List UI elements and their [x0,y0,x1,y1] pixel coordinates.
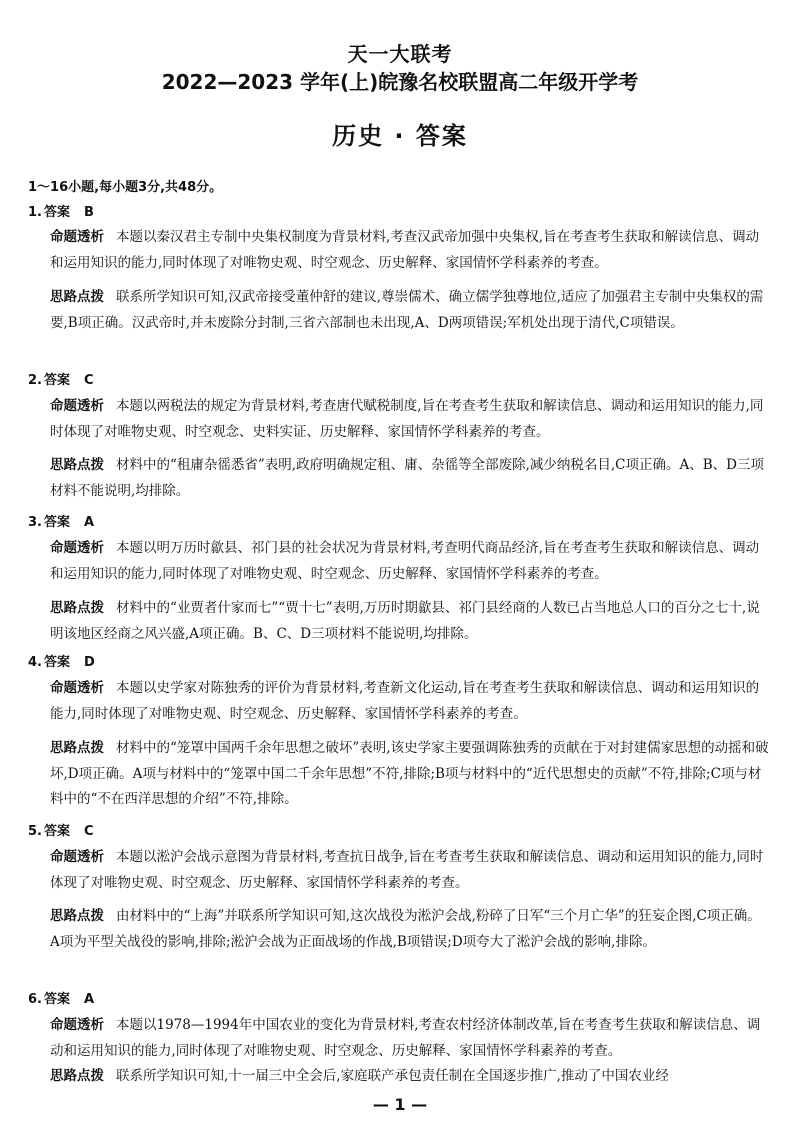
answer-label: 答案 [43,992,70,1007]
question-1-answer [28,201,94,220]
question-2-hint [50,453,770,504]
page-number: — 1 — [372,1095,428,1114]
analysis-text: 本题以秦汉君主专制中央集权制度为背景材料,考查汉武帝加强中央集权,旨在考查考生获取和解读信息、调动和运用知识的能力,同时体现了对唯物史观、时空观念、历史解释、家国情怀学科素养的考查。 [50,229,760,271]
hint-label: 思路点拨 [50,600,104,616]
hint-label: 思路点拨 [50,908,104,924]
question-4-analysis [50,676,770,727]
section-intro: 1～16小题,每小题3分,共48分。 [28,180,223,195]
analysis-label: 命题透析 [50,680,104,696]
question-2-analysis [50,394,770,445]
analysis-text: 本题以两税法的规定为背景材料,考查唐代赋税制度,旨在考查考生获取和解读信息、调动和运用知识的能力,同时体现了对唯物史观、时空观念、史料实证、历史解释、家国情怀学科素养的考查。 [50,398,764,440]
answer-label: 答案 [43,515,70,530]
answer-value: D [84,655,95,670]
answer-label: 答案 [43,373,70,388]
answer-label: 答案 [43,824,70,839]
analysis-text: 本题以明万历时歙县、祁门县的社会状况为背景材料,考查明代商品经济,旨在考查考生获取和解读信息、调动和运用知识的能力,同时体现了对唯物史观、时空观念、历史解释、家国情怀学科素养的考查。 [50,540,760,582]
answer-value: A [84,992,95,1007]
question-number: 2. [28,373,42,388]
question-number: 4. [28,655,42,670]
question-5-analysis [50,845,770,896]
question-4-answer [28,651,95,670]
question-1-hint [50,285,770,336]
question-3-answer [28,511,94,530]
exam-org-title: 天一大联考 [347,42,453,66]
analysis-text: 本题以1978—1994年中国农业的变化为背景材料,考查农村经济体制改革,旨在考查考生获取和解读信息、调动和运用知识的能力,同时体现了对唯物史观、时空观念、历史解释、家国情怀学科素养的考查。 [50,1017,761,1059]
answer-value: C [84,373,94,388]
hint-text: 材料中的“笼罩中国两千余年思想之破坏”表明,该史学家主要强调陈独秀的贡献在于对封建儒家思想的动摇和破坏,D项正确。A项与材料中的“笼罩中国二千余年思想”不符,排除;B项与材料中的“近代思想史的贡献”不符,排除;C项与材料中的“不在西洋思想的介绍”不符,排除。 [50,740,769,807]
hint-label: 思路点拨 [50,289,104,305]
answer-value: A [84,515,95,530]
subject-title: 历史 · 答案 [332,122,468,150]
hint-text: 材料中的“业贾者什家而七”“贾十七”表明,万历时期歙县、祁门县经商的人数已占当地总人口的百分之七十,说明该地区经商之风兴盛,A项正确。B、C、D三项材料不能说明,均排除。 [50,600,760,642]
exam-title: 2022—2023 学年(上)皖豫名校联盟高二年级开学考 [161,70,639,94]
analysis-label: 命题透析 [50,849,104,865]
question-1-analysis [50,225,770,276]
hint-text: 由材料中的“上海”并联系所学知识可知,这次战役为淞沪会战,粉碎了日军“三个月亡华”的狂妄企图,C项正确。A项为平型关战役的影响,排除;淞沪会战为正面战场的作战,B项错误;D项夸大了淞沪会战的影响,排除。 [50,908,761,950]
hint-label: 思路点拨 [50,740,104,756]
question-3-hint [50,596,770,647]
analysis-text: 本题以淞沪会战示意图为背景材料,考查抗日战争,旨在考查考生获取和解读信息、调动和运用知识的能力,同时体现了对唯物史观、时空观念、历史解释、家国情怀学科素养的考查。 [50,849,764,891]
question-number: 5. [28,824,42,839]
question-5-hint [50,904,770,955]
hint-text: 联系所学知识可知,汉武帝接受董仲舒的建议,尊崇儒术、确立儒学独尊地位,适应了加强君主专制中央集权的需要,B项正确。汉武帝时,并未废除分封制,三省六部制也未出现,A、D两项错误;军机处出现于清代,C项错误。 [50,289,764,331]
question-4-hint [50,736,770,813]
hint-text: 材料中的“租庸杂徭悉省”表明,政府明确规定租、庸、杂徭等全部废除,减少纳税名目,C项正确。A、B、D三项材料不能说明,均排除。 [50,457,764,499]
answer-value: B [84,205,94,220]
question-number: 6. [28,992,42,1007]
question-2-answer [28,369,94,388]
question-6-analysis [50,1013,770,1064]
analysis-label: 命题透析 [50,1017,104,1033]
question-6-hint [50,1064,770,1090]
analysis-label: 命题透析 [50,540,104,556]
answer-value: C [84,824,94,839]
answer-label: 答案 [43,205,70,220]
answer-label: 答案 [43,655,70,670]
analysis-text: 本题以史学家对陈独秀的评价为背景材料,考查新文化运动,旨在考查考生获取和解读信息、调动和运用知识的能力,同时体现了对唯物史观、时空观念、历史解释、家国情怀学科素养的考查。 [50,680,760,722]
hint-text: 联系所学知识可知,十一届三中全会后,家庭联产承包责任制在全国逐步推广,推动了中国农业经 [116,1068,669,1084]
question-5-answer [28,820,94,839]
analysis-label: 命题透析 [50,398,104,414]
question-number: 1. [28,205,42,220]
question-6-answer [28,988,94,1007]
question-number: 3. [28,515,42,530]
analysis-label: 命题透析 [50,229,104,245]
hint-label: 思路点拨 [50,1068,104,1084]
hint-label: 思路点拨 [50,457,104,473]
question-3-analysis [50,536,770,587]
